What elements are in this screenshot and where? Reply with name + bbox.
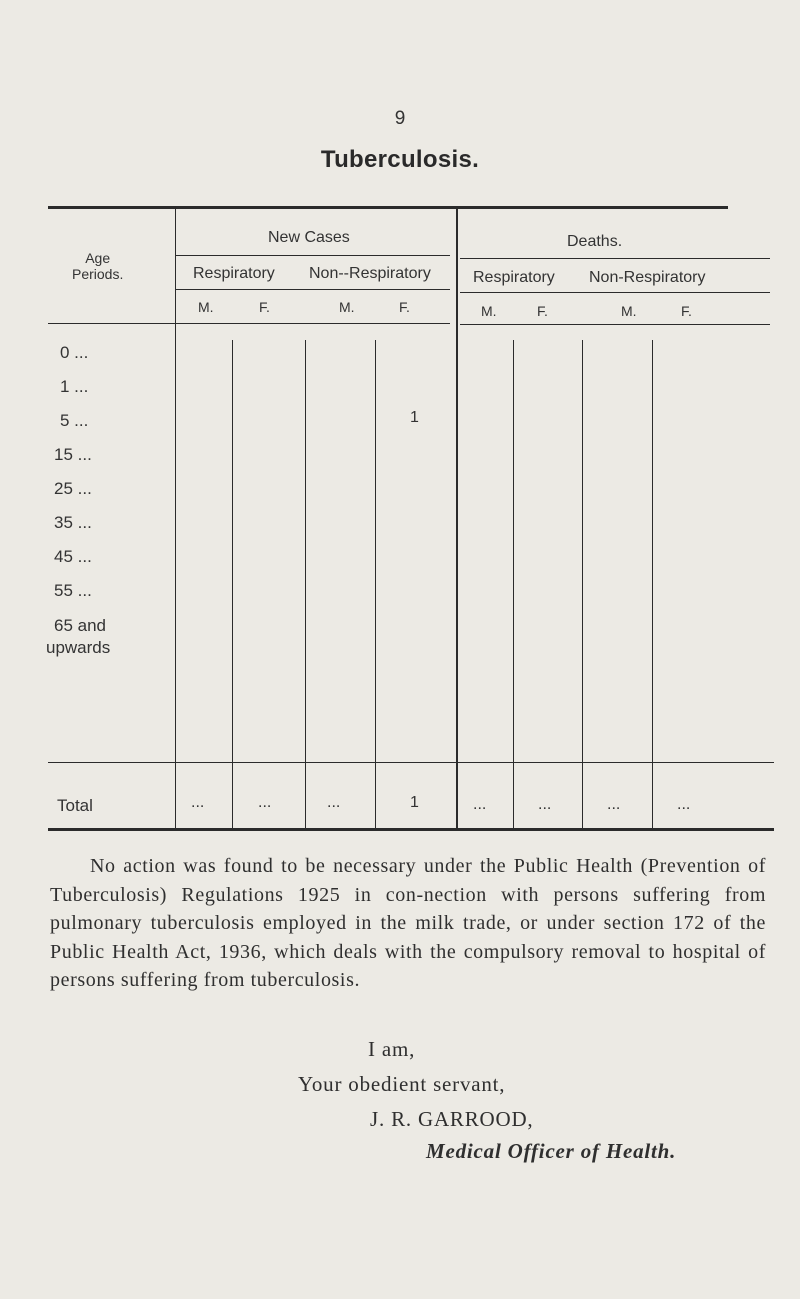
col-divider-3 [375,340,376,828]
new-cases-respiratory-header: Respiratory [193,265,275,282]
sex-label: M. [621,303,637,319]
total-cell: ... [677,796,691,813]
age-period: 5 ... [60,411,89,430]
closing-line: I am, [368,1037,416,1061]
signature-name: J. R. GARROOD, [370,1107,534,1131]
total-cell: ... [538,796,552,813]
col-divider-age [175,209,176,829]
age-period: 0 ... [60,343,89,362]
sex-label: M. [481,303,497,319]
signature-title: Medical Officer of Health. [426,1139,677,1163]
deaths-subdivider [460,292,770,293]
closing-salutation: Your obedient servant, [298,1072,506,1096]
sex-label: M. [339,299,355,315]
total-label: Total [57,796,93,815]
sex-label: F. [681,303,692,319]
sex-label: F. [259,299,270,315]
table-top-rule [48,206,728,209]
sex-label: M. [198,299,214,315]
deaths-divider [460,258,770,259]
new-cases-header: New Cases [268,229,350,246]
total-cell: ... [258,794,272,811]
age-period: 15 ... [54,445,92,464]
new-cases-subdivider [176,289,450,290]
total-cell: ... [191,794,205,811]
age-header-line1: Age [85,250,111,266]
age-header-line2: Periods. [72,266,124,282]
age-period: 65 and [54,616,106,635]
total-cell: 1 [410,794,419,811]
total-top-rule [48,762,774,763]
col-divider-1 [232,340,233,828]
body-paragraph [50,852,766,995]
age-period: 35 ... [54,513,92,532]
page-title: Tuberculosis. [320,146,480,173]
deaths-nonrespiratory-header: Non-Respiratory [589,269,706,286]
col-divider-main [456,209,458,829]
sex-label: F. [537,303,548,319]
age-period: 1 ... [60,377,89,396]
table-bottom-rule [48,828,774,831]
paragraph-text: No action was found to be necessary under the Public Health (Prevention of Tuberculosis) Regulations 1925 in con-nection with persons suffering from pulmonary tuberculosis employed in the milk trade, or under section 172 of the Public Health Act, 1936, which deals with the compulsory removal to hospital of persons suffering from tuberculosis. [50,855,766,991]
age-period: 55 ... [54,581,92,600]
total-cell: ... [607,796,621,813]
age-header [72,250,123,282]
col-divider-2 [305,340,306,828]
age-period: upwards [46,638,111,657]
total-cell: ... [473,796,487,813]
total-cell: ... [327,794,341,811]
header-bottom-rule-right [460,324,770,325]
deaths-header: Deaths. [567,233,623,250]
col-divider-5 [513,340,514,828]
col-divider-7 [652,340,653,828]
header-bottom-rule-left [48,323,450,324]
col-divider-6 [582,340,583,828]
deaths-respiratory-header: Respiratory [473,269,555,286]
new-cases-divider [176,255,450,256]
page-number: 9 [394,108,406,129]
cell-value: 1 [410,409,419,426]
age-period: 45 ... [54,547,92,566]
age-period: 25 ... [54,479,92,498]
new-cases-nonrespiratory-header: Non--Respiratory [309,265,431,282]
sex-label: F. [399,299,410,315]
